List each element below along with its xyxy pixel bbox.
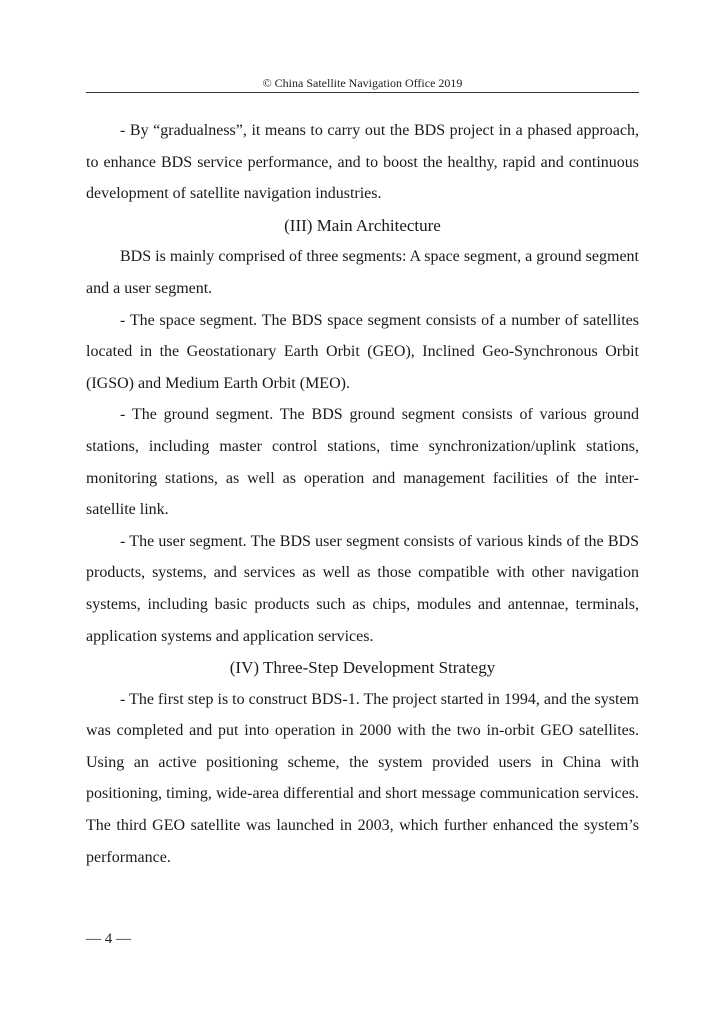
paragraph-ground-segment: - The ground segment. The BDS ground segment consists of various ground stations, including master control stations, time synchronization/uplink stations, monitoring stations, as well as operation and management facilities of the inter-satellite link. [86,406,639,519]
body-text [86,115,639,873]
section-heading-three-step: (IV) Three-Step Development Strategy [229,658,496,678]
paragraph-space-segment: - The space segment. The BDS space segment consists of a number of satellites located in the Geostationary Earth Orbit (GEO), Inclined Geo-Synchronous Orbit (IGSO) and Medium Earth Orbit (MEO). [86,311,639,392]
page-number: — 4 — [86,931,131,947]
running-header: © China Satellite Navigation Office 2019 [262,76,463,90]
paragraph-user-segment: - The user segment. The BDS user segment consists of various kinds of the BDS products, systems, and services as well as those compatible with other navigation systems, including basic products such as chips, modules and antennae, terminals, application systems and application services. [86,532,639,645]
section-heading-main-architecture: (III) Main Architecture [284,215,441,235]
paragraph-segments-intro: BDS is mainly comprised of three segments: A space segment, a ground segment and a user segment. [86,248,639,297]
header-rule [86,92,639,93]
paragraph-first-step: - The first step is to construct BDS-1. The project started in 1994, and the system was completed and put into operation in 2000 with the two in-orbit GEO satellites. Using an active positioning scheme, the system provided users in China with positioning, timing, wide-area differential and short message communication services. The third GEO satellite was launched in 2003, which further enhanced the system’s performance. [86,690,639,866]
paragraph-gradualness: - By “gradualness”, it means to carry out the BDS project in a phased approach, to enhance BDS service performance, and to boost the healthy, rapid and continuous development of satellite navigation industries. [86,122,639,203]
